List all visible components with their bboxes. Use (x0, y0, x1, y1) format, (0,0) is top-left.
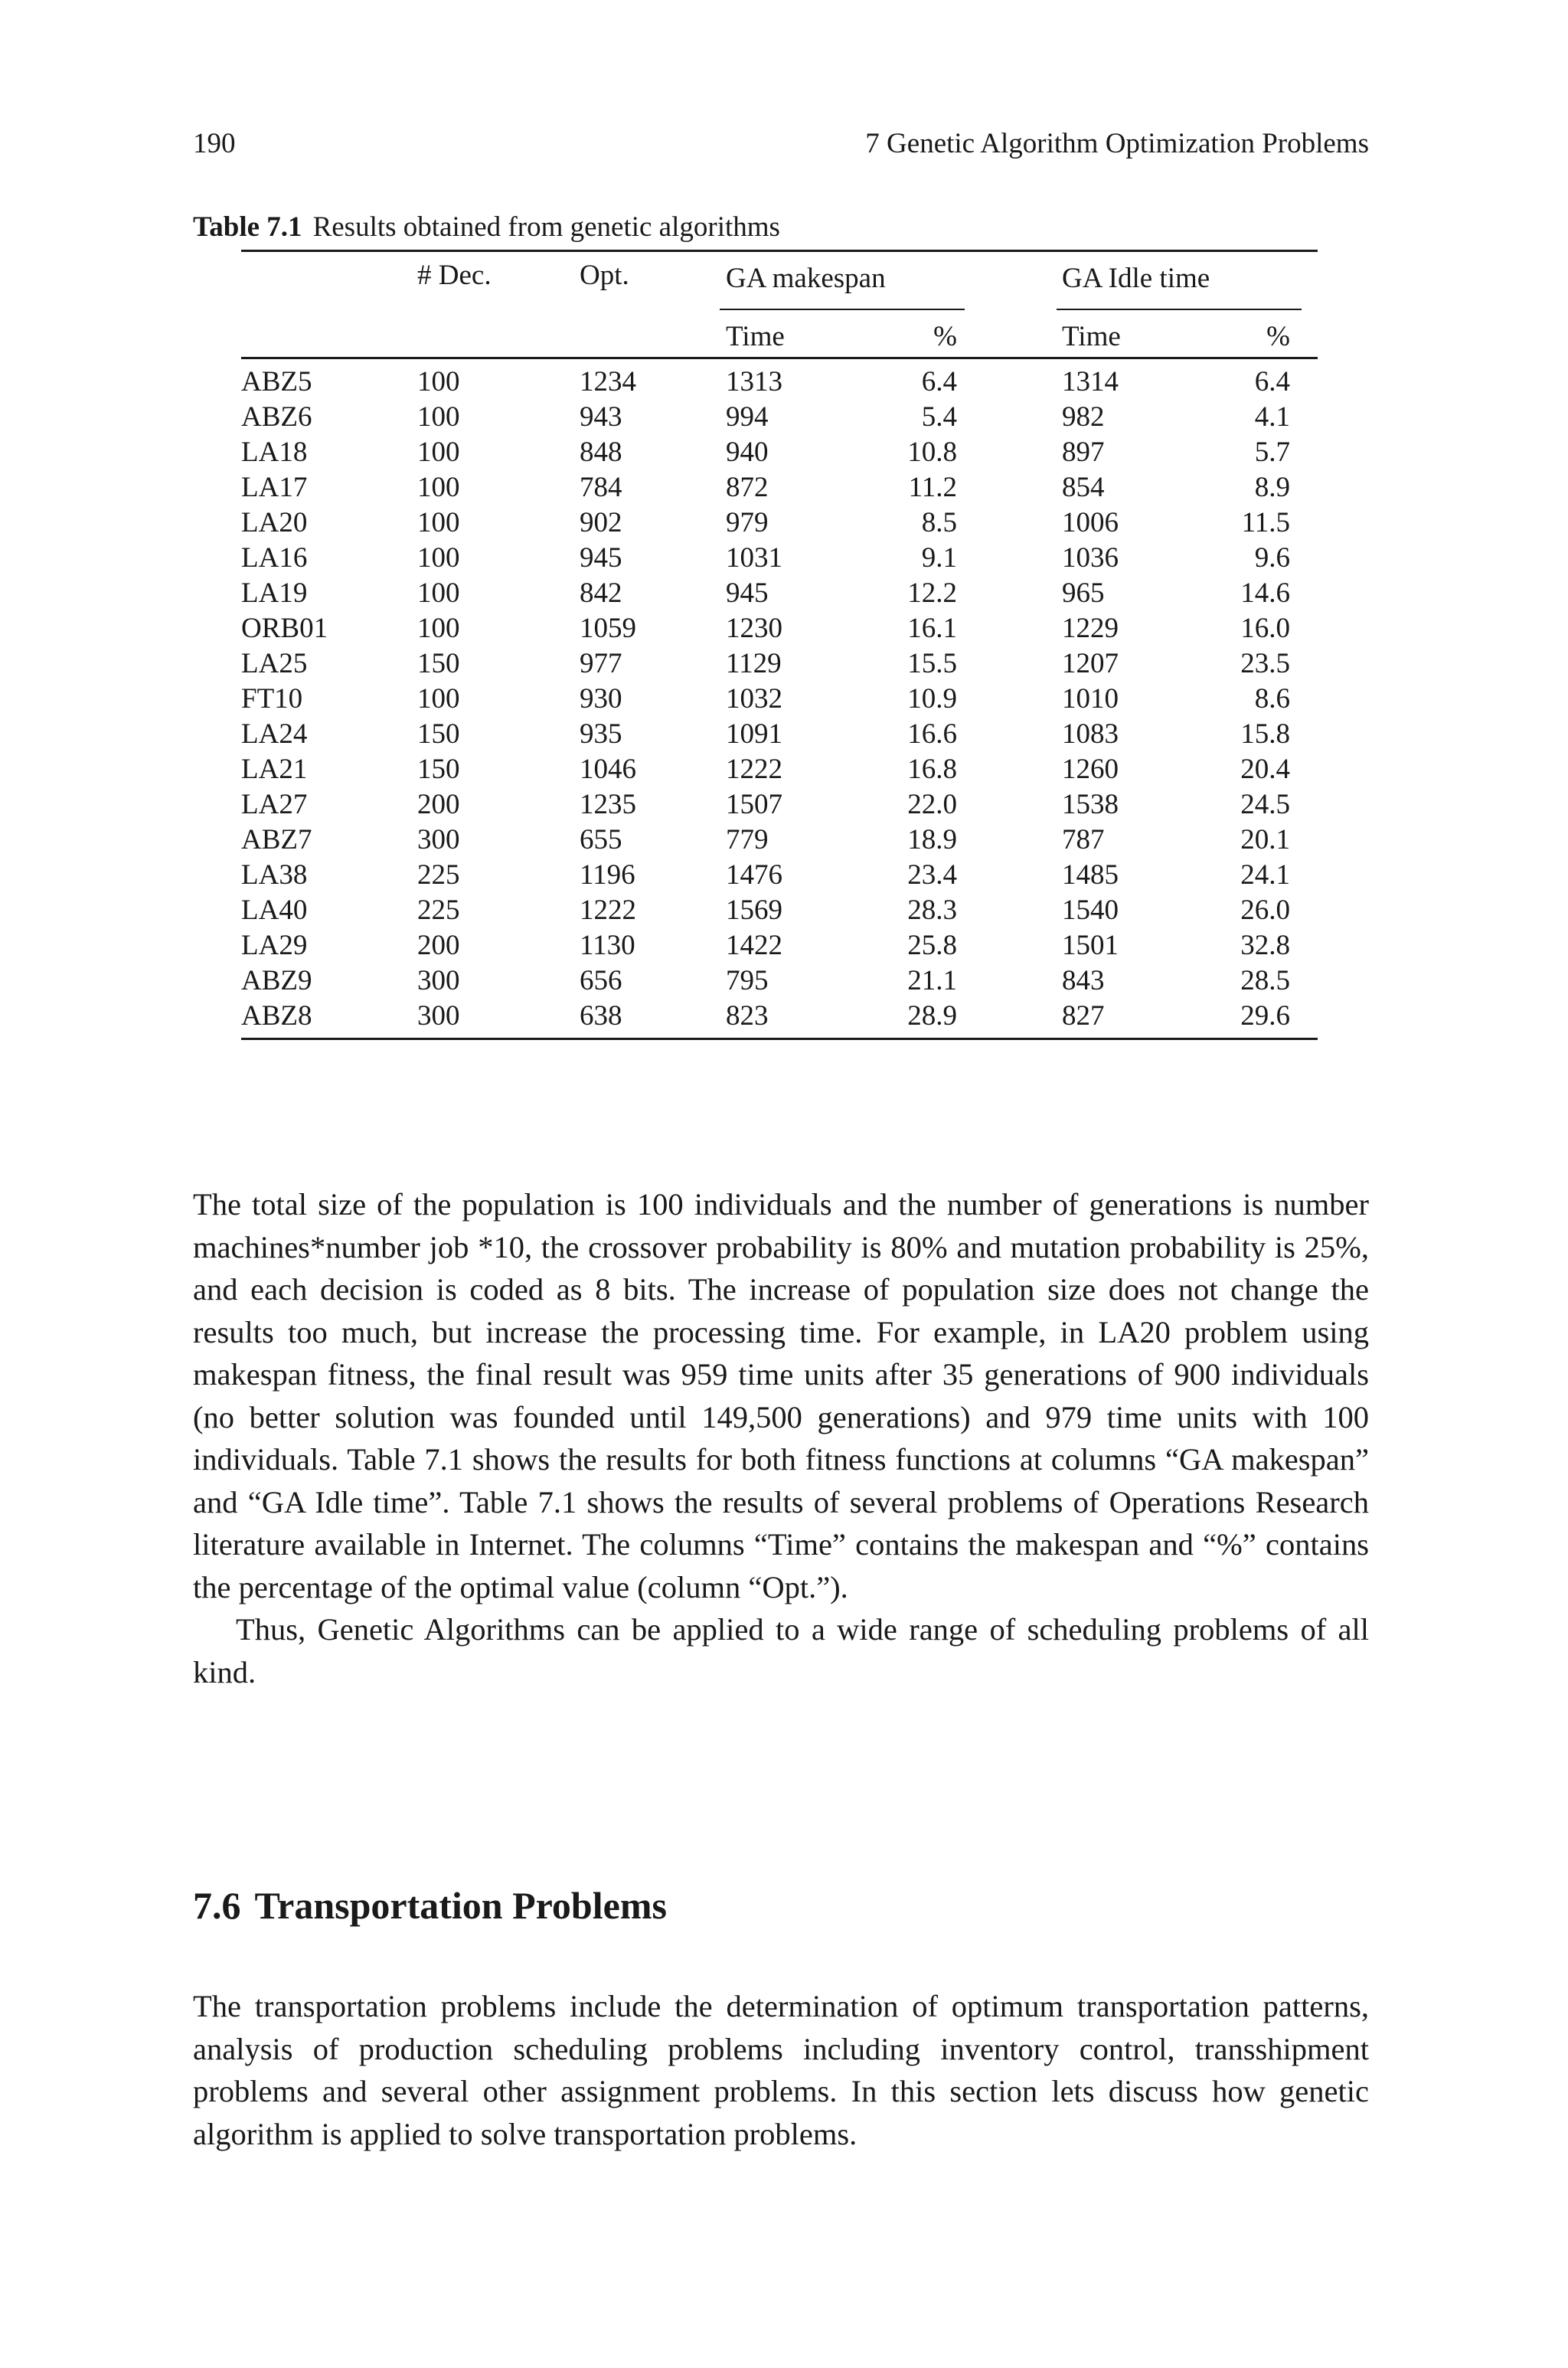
cell-ga-makespan-time: 795 (726, 965, 769, 996)
cell-optimal: 930 (580, 683, 622, 715)
cell-problem: LA38 (241, 859, 308, 891)
cell-optimal: 943 (580, 401, 622, 433)
cell-optimal: 1235 (580, 789, 636, 820)
cell-problem: ABZ9 (241, 965, 312, 996)
cell-ga-makespan-time: 1507 (726, 789, 782, 820)
body-text-block (193, 1183, 1369, 1693)
cell-ga-idle-time: 1314 (1062, 366, 1119, 397)
cell-ga-idle-percent: 29.6 (1240, 1000, 1290, 1032)
section-heading (193, 1882, 667, 1928)
cell-optimal: 656 (580, 965, 622, 996)
cell-decisions: 100 (417, 613, 460, 644)
cell-problem: LA18 (241, 437, 308, 468)
cell-ga-makespan-time: 945 (726, 577, 769, 609)
cell-ga-idle-time: 1260 (1062, 754, 1119, 785)
table-caption-text: Results obtained from genetic algorithms (312, 211, 780, 243)
cell-ga-idle-time: 897 (1062, 437, 1105, 468)
chapter-title: 7 Genetic Algorithm Optimization Problems (865, 128, 1369, 159)
header-opt: Opt. (580, 260, 629, 291)
cell-decisions: 100 (417, 542, 460, 574)
cell-ga-makespan-time: 1129 (726, 648, 782, 679)
table-bottom-rule (241, 1038, 1318, 1040)
cell-problem: LA16 (241, 542, 308, 574)
cell-problem: LA21 (241, 754, 308, 785)
cell-ga-idle-percent: 23.5 (1240, 648, 1290, 679)
cell-ga-idle-time: 965 (1062, 577, 1105, 609)
cell-ga-idle-percent: 11.5 (1241, 507, 1290, 538)
section-body-text (193, 1985, 1369, 2155)
cell-optimal: 848 (580, 437, 622, 468)
cell-optimal: 902 (580, 507, 622, 538)
cell-problem: ABZ8 (241, 1000, 312, 1032)
header-time-makespan: Time (726, 321, 785, 352)
cell-ga-idle-time: 1083 (1062, 718, 1119, 750)
cell-ga-idle-percent: 14.6 (1240, 577, 1290, 609)
cell-problem: ABZ5 (241, 366, 312, 397)
cell-ga-idle-time: 1036 (1062, 542, 1119, 574)
cell-ga-idle-percent: 20.4 (1240, 754, 1290, 785)
cell-problem: ORB01 (241, 613, 328, 644)
section-number: 7.6 (193, 1884, 241, 1927)
header-percent-makespan: % (933, 321, 957, 352)
cell-decisions: 225 (417, 859, 460, 891)
cell-ga-makespan-percent: 12.2 (907, 577, 957, 609)
cell-optimal: 655 (580, 824, 622, 855)
cell-ga-idle-time: 1229 (1062, 613, 1119, 644)
cell-problem: ABZ7 (241, 824, 312, 855)
cell-decisions: 100 (417, 472, 460, 503)
cell-ga-makespan-percent: 10.8 (907, 437, 957, 468)
cell-decisions: 300 (417, 1000, 460, 1032)
cell-ga-makespan-time: 779 (726, 824, 769, 855)
cell-problem: LA29 (241, 930, 308, 961)
table-top-rule (241, 250, 1318, 252)
cell-ga-idle-time: 787 (1062, 824, 1105, 855)
cell-problem: LA24 (241, 718, 308, 750)
cell-ga-idle-percent: 20.1 (1240, 824, 1290, 855)
cell-optimal: 784 (580, 472, 622, 503)
cell-ga-makespan-time: 1031 (726, 542, 782, 574)
cell-decisions: 300 (417, 824, 460, 855)
cell-optimal: 1234 (580, 366, 636, 397)
cell-ga-idle-time: 1501 (1062, 930, 1119, 961)
cell-decisions: 100 (417, 401, 460, 433)
cell-ga-makespan-percent: 5.4 (921, 401, 957, 433)
table-header-rule (241, 357, 1318, 359)
cell-ga-idle-percent: 15.8 (1240, 718, 1290, 750)
cell-optimal: 1222 (580, 895, 636, 926)
cell-ga-makespan-percent: 6.4 (921, 366, 957, 397)
cell-optimal: 842 (580, 577, 622, 609)
section-title: Transportation Problems (254, 1884, 667, 1927)
cell-decisions: 150 (417, 754, 460, 785)
cell-decisions: 225 (417, 895, 460, 926)
cell-ga-makespan-time: 1422 (726, 930, 782, 961)
cell-ga-makespan-time: 1230 (726, 613, 782, 644)
cell-ga-idle-percent: 8.6 (1254, 683, 1290, 715)
cell-ga-makespan-percent: 16.6 (907, 718, 957, 750)
cell-ga-makespan-percent: 16.1 (907, 613, 957, 644)
cell-problem: LA25 (241, 648, 308, 679)
header-time-idle: Time (1062, 321, 1121, 352)
cell-ga-idle-percent: 9.6 (1254, 542, 1290, 574)
cell-ga-idle-percent: 24.1 (1240, 859, 1290, 891)
cell-ga-makespan-percent: 9.1 (921, 542, 957, 574)
ga-idle-group-rule (1057, 309, 1302, 310)
ga-makespan-group-rule (720, 309, 965, 310)
cell-ga-idle-percent: 8.9 (1254, 472, 1290, 503)
cell-problem: LA27 (241, 789, 308, 820)
cell-ga-makespan-time: 1032 (726, 683, 782, 715)
cell-ga-makespan-percent: 25.8 (907, 930, 957, 961)
cell-ga-makespan-time: 823 (726, 1000, 769, 1032)
cell-ga-makespan-percent: 15.5 (907, 648, 957, 679)
paragraph: The transportation problems include the determination of optimum transportation patterns, analysis of production scheduling problems including inventory control, transshipment problems and several other assignment problems. In this section lets discuss how genetic algorithm is applied to solve transportation problems. (193, 1989, 1369, 2151)
cell-ga-idle-percent: 16.0 (1240, 613, 1290, 644)
cell-ga-idle-time: 843 (1062, 965, 1105, 996)
cell-ga-idle-percent: 4.1 (1254, 401, 1290, 433)
cell-ga-makespan-time: 979 (726, 507, 769, 538)
cell-ga-idle-time: 982 (1062, 401, 1105, 433)
header-ga-makespan: GA makespan (726, 263, 886, 294)
cell-decisions: 150 (417, 648, 460, 679)
cell-ga-makespan-percent: 21.1 (907, 965, 957, 996)
cell-optimal: 935 (580, 718, 622, 750)
header-dec: # Dec. (417, 260, 492, 291)
cell-optimal: 1046 (580, 754, 636, 785)
cell-ga-makespan-time: 1222 (726, 754, 782, 785)
cell-ga-makespan-time: 994 (726, 401, 769, 433)
table-caption-label: Table 7.1 (193, 211, 302, 243)
cell-problem: FT10 (241, 683, 303, 715)
cell-ga-idle-percent: 26.0 (1240, 895, 1290, 926)
cell-problem: LA19 (241, 577, 308, 609)
cell-optimal: 1130 (580, 930, 635, 961)
cell-problem: LA17 (241, 472, 308, 503)
cell-problem: LA20 (241, 507, 308, 538)
table-caption (193, 211, 780, 244)
cell-decisions: 100 (417, 437, 460, 468)
cell-ga-makespan-time: 1313 (726, 366, 782, 397)
cell-ga-idle-percent: 6.4 (1254, 366, 1290, 397)
cell-optimal: 638 (580, 1000, 622, 1032)
cell-optimal: 945 (580, 542, 622, 574)
cell-decisions: 100 (417, 507, 460, 538)
cell-ga-makespan-percent: 23.4 (907, 859, 957, 891)
cell-ga-idle-time: 1010 (1062, 683, 1119, 715)
cell-ga-makespan-time: 1091 (726, 718, 782, 750)
cell-ga-makespan-percent: 10.9 (907, 683, 957, 715)
cell-optimal: 1059 (580, 613, 636, 644)
cell-decisions: 200 (417, 789, 460, 820)
cell-decisions: 100 (417, 577, 460, 609)
header-ga-idle-time: GA Idle time (1062, 263, 1210, 294)
cell-ga-makespan-percent: 28.9 (907, 1000, 957, 1032)
cell-decisions: 100 (417, 366, 460, 397)
cell-ga-makespan-percent: 28.3 (907, 895, 957, 926)
cell-ga-makespan-time: 1569 (726, 895, 782, 926)
cell-ga-makespan-percent: 22.0 (907, 789, 957, 820)
cell-ga-idle-time: 1540 (1062, 895, 1119, 926)
cell-ga-idle-percent: 24.5 (1240, 789, 1290, 820)
cell-decisions: 100 (417, 683, 460, 715)
cell-problem: ABZ6 (241, 401, 312, 433)
cell-ga-idle-time: 1207 (1062, 648, 1119, 679)
cell-ga-idle-time: 827 (1062, 1000, 1105, 1032)
cell-ga-makespan-time: 872 (726, 472, 769, 503)
paragraph: Thus, Genetic Algorithms can be applied to a wide range of scheduling problems of all kind. (193, 1612, 1369, 1689)
header-percent-idle: % (1266, 321, 1290, 352)
cell-ga-idle-percent: 28.5 (1240, 965, 1290, 996)
paragraph: The total size of the population is 100 individuals and the number of generations is number machines*number job *10, the crossover probability is 80% and mutation probability is 25%, and each decision is coded as 8 bits. The increase of population size does not change the results too much, but increase the processing time. For example, in LA20 problem using makespan fitness, the final result was 959 time units after 35 generations of 900 individuals (no better solution was founded until 149,500 generations) and 979 time units with 100 individuals. Table 7.1 shows the results for both fitness functions at columns “GA makespan” and “GA Idle time”. Table 7.1 shows the results of several problems of Operations Research literature available in Internet. The columns “Time” contains the makespan and “%” contains the percentage of the optimal value (column “Opt.”). (193, 1187, 1369, 1604)
cell-optimal: 977 (580, 648, 622, 679)
cell-ga-makespan-time: 940 (726, 437, 769, 468)
page-number: 190 (193, 128, 236, 159)
cell-decisions: 300 (417, 965, 460, 996)
cell-ga-idle-percent: 5.7 (1254, 437, 1290, 468)
cell-ga-makespan-percent: 16.8 (907, 754, 957, 785)
cell-ga-makespan-percent: 18.9 (907, 824, 957, 855)
cell-ga-makespan-percent: 11.2 (908, 472, 957, 503)
cell-decisions: 200 (417, 930, 460, 961)
cell-optimal: 1196 (580, 859, 635, 891)
cell-ga-idle-time: 1485 (1062, 859, 1119, 891)
cell-ga-makespan-percent: 8.5 (921, 507, 957, 538)
cell-ga-makespan-time: 1476 (726, 859, 782, 891)
cell-decisions: 150 (417, 718, 460, 750)
cell-ga-idle-time: 1006 (1062, 507, 1119, 538)
cell-problem: LA40 (241, 895, 308, 926)
cell-ga-idle-percent: 32.8 (1240, 930, 1290, 961)
cell-ga-idle-time: 854 (1062, 472, 1105, 503)
cell-ga-idle-time: 1538 (1062, 789, 1119, 820)
